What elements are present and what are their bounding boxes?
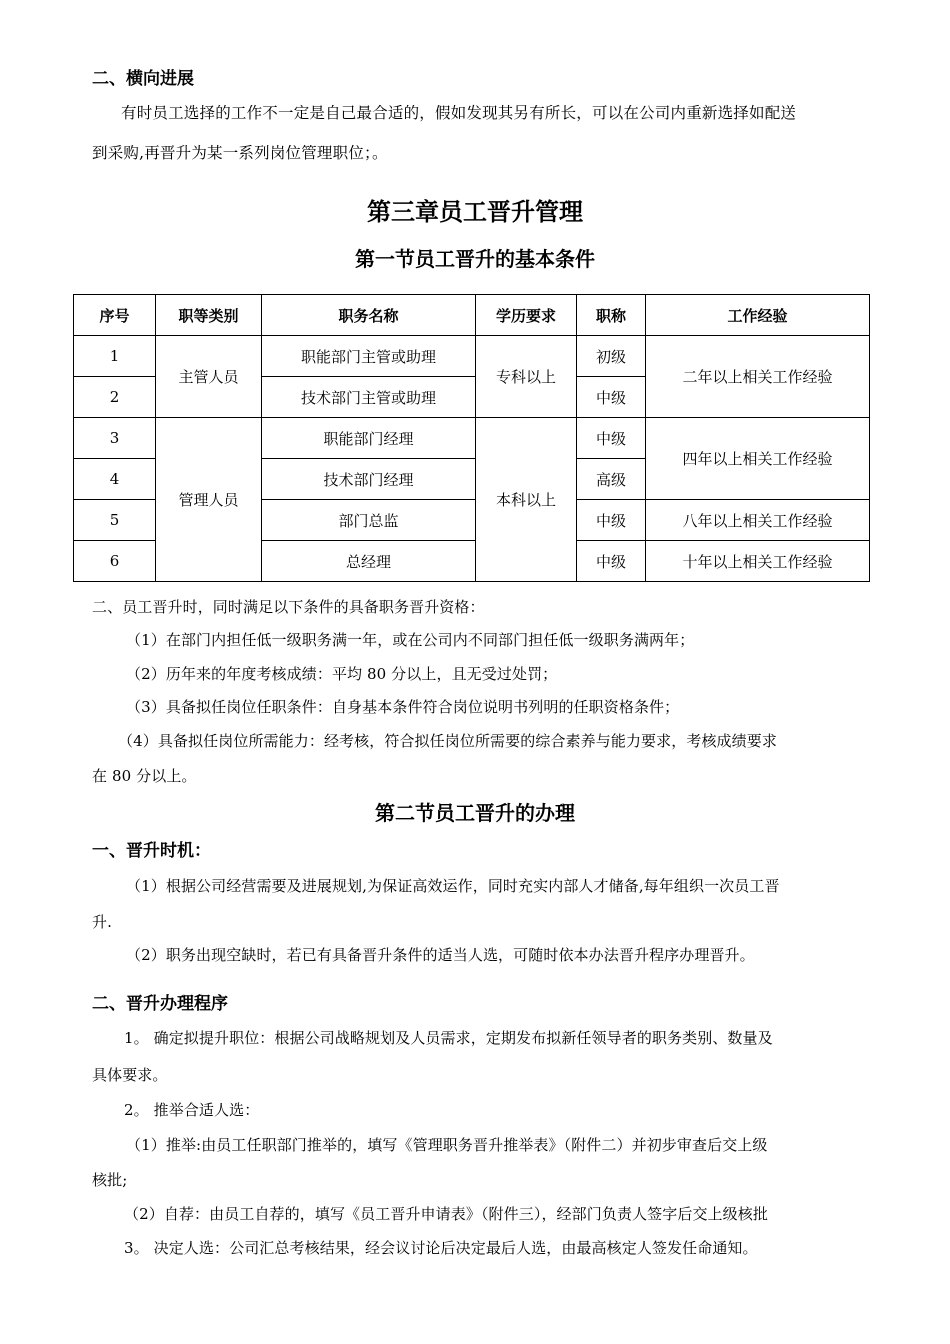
section-title: 第二节员工晋升的办理 (375, 801, 575, 825)
timing-item-continued: 升. (92, 913, 112, 931)
paragraph-line: 到采购,再晋升为某一系列岗位管理职位；。 (92, 144, 388, 162)
cell-number: 5 (74, 500, 156, 541)
cell-title: 中级 (577, 418, 646, 459)
promotion-requirements-table (73, 294, 870, 582)
chapter-title: 第三章员工晋升管理 (367, 198, 583, 226)
table-row (74, 336, 870, 377)
cell-number: 6 (74, 541, 156, 582)
cell-title: 中级 (577, 377, 646, 418)
cell-education: 专科以上 (476, 336, 577, 418)
procedure-step: 3。 决定人选：公司汇总考核结果，经会议讨论后决定最后人选，由最高核定人签发任命通知。 (124, 1239, 758, 1257)
cell-education: 本科以上 (476, 418, 577, 582)
cell-experience: 二年以上相关工作经验 (646, 336, 870, 418)
procedure-step: 2。 推举合适人选： (124, 1101, 260, 1119)
column-header: 职称 (577, 295, 646, 336)
cell-category: 管理人员 (156, 418, 262, 582)
paragraph-line: 有时员工选择的工作不一定是自己最合适的，假如发现其另有所长，可以在公司内重新选择如配送 (121, 104, 797, 122)
cell-title: 初级 (577, 336, 646, 377)
cell-title: 中级 (577, 541, 646, 582)
procedure-substep-continued: 核批; (92, 1171, 128, 1189)
cell-experience: 四年以上相关工作经验 (646, 418, 870, 500)
timing-item: （2）职务出现空缺时，若已有具备晋升条件的适当人选，可随时依本办法晋升程序办理晋升。 (126, 946, 755, 964)
condition-item: （4）具备拟任岗位所需能力：经考核，符合拟任岗位所需要的综合素养与能力要求，考核成绩要求 (118, 732, 777, 750)
cell-post: 职能部门经理 (262, 418, 476, 459)
cell-title: 高级 (577, 459, 646, 500)
cell-post: 职能部门主管或助理 (262, 336, 476, 377)
column-header: 职务名称 (262, 295, 476, 336)
cell-title: 中级 (577, 500, 646, 541)
timing-item: （1）根据公司经营需要及进展规划,为保证高效运作，同时充实内部人才储备,每年组织一次员工晋 (126, 877, 780, 895)
cell-experience: 八年以上相关工作经验 (646, 500, 870, 541)
column-header: 工作经验 (646, 295, 870, 336)
cell-number: 2 (74, 377, 156, 418)
column-header: 职等类别 (156, 295, 262, 336)
table-header-row (74, 295, 870, 336)
conditions-intro: 二、员工晋升时，同时满足以下条件的具备职务晋升资格： (92, 598, 485, 616)
condition-item-continued: 在 80 分以上。 (92, 767, 197, 785)
heading-promotion-procedure: 二、晋升办理程序 (92, 994, 228, 1014)
cell-number: 4 (74, 459, 156, 500)
section-title: 第一节员工晋升的基本条件 (355, 247, 595, 271)
condition-item: （1）在部门内担任低一级职务满一年，或在公司内不同部门担任低一级职务满两年； (126, 631, 695, 649)
table-row (74, 418, 870, 459)
cell-post: 部门总监 (262, 500, 476, 541)
condition-item: （2）历年来的年度考核成绩：平均 80 分以上，且无受过处罚； (126, 665, 558, 683)
cell-post: 技术部门经理 (262, 459, 476, 500)
cell-post: 技术部门主管或助理 (262, 377, 476, 418)
procedure-substep: （1）推举:由员工任职部门推举的，填写《管理职务晋升推举表》（附件二）并初步审查后交上级 (126, 1136, 768, 1154)
procedure-step: 1。 确定拟提升职位：根据公司战略规划及人员需求，定期发布拟新任领导者的职务类别、数量及 (124, 1029, 773, 1047)
cell-number: 3 (74, 418, 156, 459)
condition-item: （3）具备拟任岗位任职条件：自身基本条件符合岗位说明书列明的任职资格条件； (126, 698, 680, 716)
cell-number: 1 (74, 336, 156, 377)
procedure-substep: （2）自荐：由员工自荐的，填写《员工晋升申请表》（附件三），经部门负责人签字后交上级核批 (124, 1205, 768, 1223)
cell-category: 主管人员 (156, 336, 262, 418)
column-header: 序号 (74, 295, 156, 336)
column-header: 学历要求 (476, 295, 577, 336)
cell-post: 总经理 (262, 541, 476, 582)
cell-experience: 十年以上相关工作经验 (646, 541, 870, 582)
heading-promotion-timing: 一、晋升时机： (92, 841, 211, 861)
procedure-step-continued: 具体要求。 (92, 1066, 168, 1084)
heading-lateral-development: 二、横向进展 (92, 69, 194, 89)
